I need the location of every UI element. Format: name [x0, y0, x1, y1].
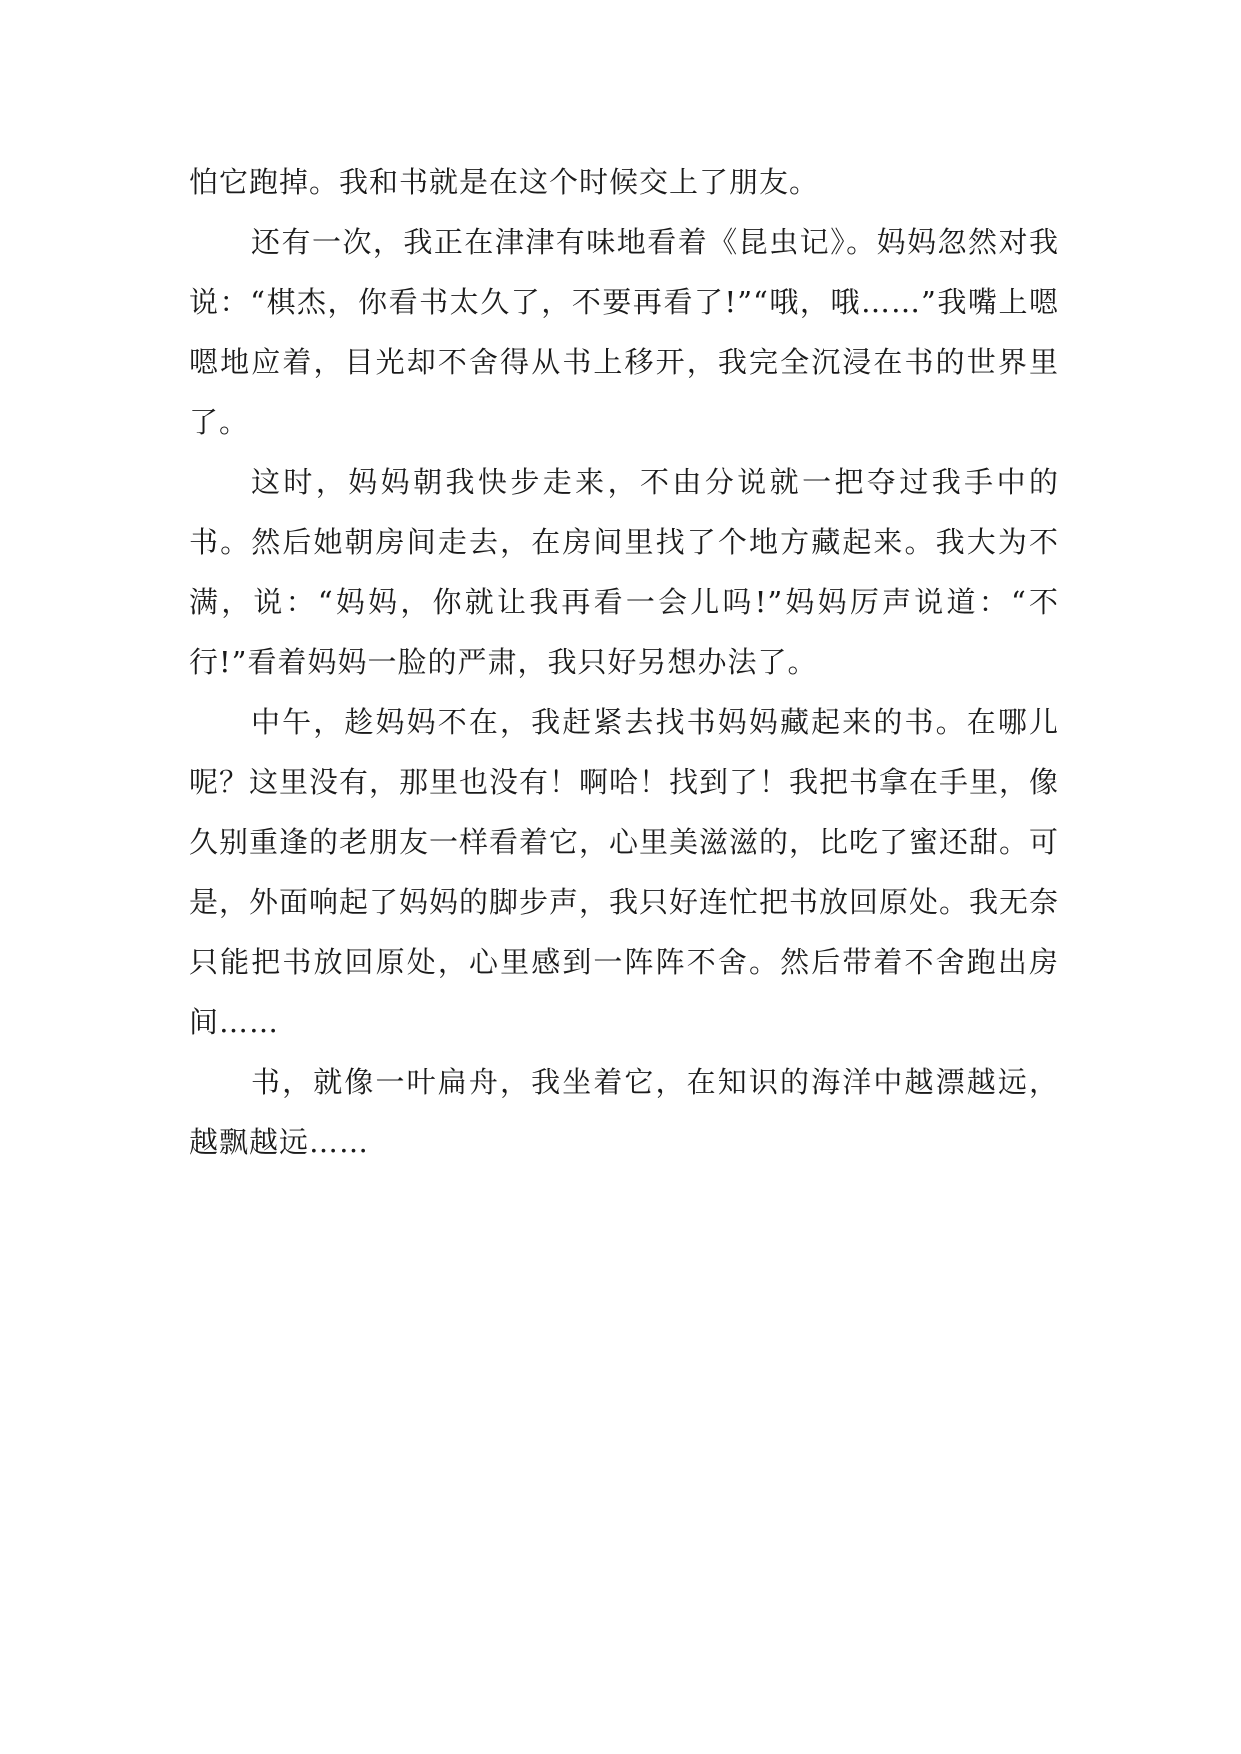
document-body — [189, 152, 1059, 1172]
paragraph-2: 还有一次，我正在津津有味地看着《昆虫记》。妈妈忽然对我说：“棋杰，你看书太久了，不要再看了!”“哦，哦……”我嘴上嗯嗯地应着，目光却不舍得从书上移开，我完全沉浸在书的世界里了。 — [189, 225, 1059, 439]
paragraph-5: 书，就像一叶扁舟，我坐着它，在知识的海洋中越漂越远，越飘越远…… — [189, 1065, 1059, 1159]
paragraph-1: 怕它跑掉。我和书就是在这个时候交上了朋友。 — [189, 165, 820, 199]
paragraph-3: 这时，妈妈朝我快步走来，不由分说就一把夺过我手中的书。然后她朝房间走去，在房间里找了个地方藏起来。我大为不满，说：“妈妈，你就让我再看一会儿吗!”妈妈厉声说道：“不行!”看着妈妈一脸的严肃，我只好另想办法了。 — [189, 465, 1059, 679]
paragraph-4: 中午，趁妈妈不在，我赶紧去找书妈妈藏起来的书。在哪儿呢？这里没有，那里也没有！啊哈！找到了！我把书拿在手里，像久别重逢的老朋友一样看着它，心里美滋滋的，比吃了蜜还甜。可是，外面响起了妈妈的脚步声，我只好连忙把书放回原处。我无奈只能把书放回原处，心里感到一阵阵不舍。然后带着不舍跑出房间…… — [189, 705, 1060, 1039]
